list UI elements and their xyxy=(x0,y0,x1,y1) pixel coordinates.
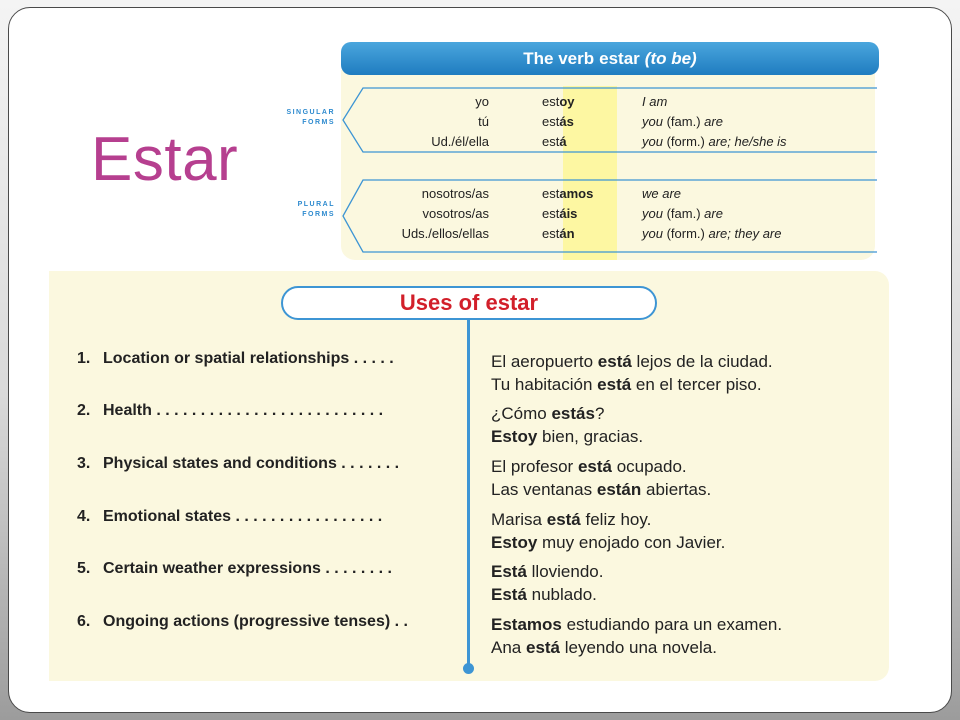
example-line xyxy=(491,478,881,501)
example-line xyxy=(491,531,881,554)
translation xyxy=(642,94,667,109)
translation-tail: are; they are xyxy=(708,226,782,241)
example-line xyxy=(491,583,881,606)
example-verb: Estoy xyxy=(491,427,538,446)
example-verb: está xyxy=(577,457,612,476)
uses-title: Uses of estar xyxy=(281,286,657,320)
verb-stem: est xyxy=(542,186,560,201)
use-label: Health . . . . . . . . . . . . . . . . . . . . . . . . . . xyxy=(103,402,384,419)
example-line xyxy=(491,402,881,425)
example-text: feliz hoy. xyxy=(580,510,652,529)
example-verb: está xyxy=(597,352,632,371)
translation-main: you xyxy=(642,226,663,241)
pronoun: nosotros/as xyxy=(421,186,489,201)
singular-label-line2: FORMS xyxy=(302,119,335,126)
verb-stem: est xyxy=(542,206,560,221)
use-examples xyxy=(491,402,881,448)
use-item xyxy=(77,455,449,473)
translation-tail: are xyxy=(704,114,723,129)
example-text: leyendo una novela. xyxy=(560,638,717,657)
translation xyxy=(642,206,723,221)
translation xyxy=(642,114,723,129)
verb-ending: áis xyxy=(559,206,578,221)
use-number: 4. xyxy=(77,508,91,525)
use-number: 6. xyxy=(77,613,91,630)
example-text: Tu habitación xyxy=(491,375,598,394)
pronoun: vosotros/as xyxy=(422,206,489,221)
example-line xyxy=(491,636,881,659)
conj-row xyxy=(257,184,897,204)
uses-table xyxy=(49,271,889,681)
example-text: ¿Cómo xyxy=(491,404,552,423)
verb-ending: án xyxy=(559,226,575,241)
translation-main: you xyxy=(642,134,663,149)
translation-note: (form.) xyxy=(666,226,705,241)
conjugation-table xyxy=(257,40,897,262)
example-text: ? xyxy=(594,404,605,423)
example-verb: está xyxy=(525,638,561,657)
example-text: en el tercer piso. xyxy=(631,375,762,394)
conj-row xyxy=(257,112,897,132)
example-verb: Estamos xyxy=(491,615,562,634)
example-text: abiertas. xyxy=(641,480,712,499)
verb-form xyxy=(542,134,567,149)
example-line xyxy=(491,560,881,583)
verb-ending: oy xyxy=(559,94,575,109)
conj-row xyxy=(257,224,897,244)
header-prefix: The verb xyxy=(523,48,595,68)
translation-main: we are xyxy=(642,186,682,201)
pronoun: Ud./él/ella xyxy=(431,134,489,149)
use-label: Location or spatial relationships . . . . . xyxy=(103,350,394,367)
example-line xyxy=(491,613,881,636)
verb-form xyxy=(542,114,574,129)
example-text: bien, gracias. xyxy=(537,427,644,446)
verb-form xyxy=(542,206,577,221)
singular-label-line1: SINGULAR xyxy=(286,109,335,116)
translation xyxy=(642,186,681,201)
use-item xyxy=(77,560,449,578)
use-number: 5. xyxy=(77,560,91,577)
verb-ending: ás xyxy=(559,114,574,129)
use-number: 2. xyxy=(77,402,91,419)
verb-stem: est xyxy=(542,226,560,241)
use-examples xyxy=(491,455,881,501)
example-text: Las ventanas xyxy=(491,480,597,499)
verb-form xyxy=(542,94,575,109)
plural-label-line1: PLURAL xyxy=(297,201,335,208)
use-examples xyxy=(491,508,881,554)
example-verb: está xyxy=(597,375,632,394)
header-gloss: (to be) xyxy=(644,48,697,68)
divider-dot xyxy=(463,663,474,674)
example-line xyxy=(491,508,881,531)
translation-note: (fam.) xyxy=(666,114,701,129)
translation xyxy=(642,226,782,241)
example-text: estudiando para un examen. xyxy=(561,615,783,634)
example-verb: Está xyxy=(491,562,527,581)
slide xyxy=(8,7,952,713)
example-verb: está xyxy=(546,510,581,529)
plural-label-line2: FORMS xyxy=(302,211,335,218)
example-line xyxy=(491,350,881,373)
example-line xyxy=(491,455,881,478)
verb-stem: est xyxy=(542,134,560,149)
use-examples xyxy=(491,350,881,396)
example-text: muy enojado con Javier. xyxy=(537,533,726,552)
verb-stem: est xyxy=(542,94,560,109)
example-text: ocupado. xyxy=(611,457,687,476)
use-item xyxy=(77,508,449,526)
conjugation-header xyxy=(341,42,879,75)
example-verb: Estoy xyxy=(491,533,538,552)
header-verb: estar xyxy=(599,48,640,68)
divider-line xyxy=(467,320,470,666)
conj-row xyxy=(257,92,897,112)
use-label: Physical states and conditions . . . . . . . xyxy=(103,455,400,472)
verb-stem: est xyxy=(542,114,560,129)
example-verb: están xyxy=(596,480,642,499)
translation-note: (form.) xyxy=(666,134,705,149)
example-line xyxy=(491,425,881,448)
translation xyxy=(642,134,787,149)
example-text: Marisa xyxy=(491,510,547,529)
example-text: El aeropuerto xyxy=(491,352,598,371)
translation-note: (fam.) xyxy=(666,206,701,221)
example-text: El profesor xyxy=(491,457,578,476)
translation-tail: are; he/she is xyxy=(708,134,787,149)
use-examples xyxy=(491,613,881,659)
conj-row xyxy=(257,132,897,152)
example-line xyxy=(491,373,881,396)
use-number: 3. xyxy=(77,455,91,472)
verb-form xyxy=(542,226,575,241)
conj-row xyxy=(257,204,897,224)
use-label: Ongoing actions (progressive tenses) . . xyxy=(103,613,408,630)
translation-main: you xyxy=(642,206,663,221)
verb-ending: amos xyxy=(559,186,594,201)
example-text: nublado. xyxy=(526,585,597,604)
translation-main: I am xyxy=(642,94,668,109)
translation-tail: are xyxy=(704,206,723,221)
verb-form xyxy=(542,186,593,201)
pronoun: Uds./ellos/ellas xyxy=(401,226,489,241)
use-label: Certain weather expressions . . . . . . . . xyxy=(103,560,392,577)
use-examples xyxy=(491,560,881,606)
example-text: lejos de la ciudad. xyxy=(631,352,773,371)
example-text: Ana xyxy=(491,638,526,657)
verb-ending: á xyxy=(559,134,567,149)
use-item xyxy=(77,402,449,420)
translation-main: you xyxy=(642,114,663,129)
example-text: lloviendo. xyxy=(526,562,604,581)
use-item xyxy=(77,613,449,631)
pronoun: tú xyxy=(478,114,489,129)
pronoun: yo xyxy=(475,94,489,109)
use-label: Emotional states . . . . . . . . . . . . . . . . . xyxy=(103,508,383,525)
slide-title: Estar xyxy=(91,125,239,194)
example-verb: Está xyxy=(491,585,527,604)
use-item xyxy=(77,350,449,368)
use-number: 1. xyxy=(77,350,91,367)
example-verb: estás xyxy=(551,404,595,423)
